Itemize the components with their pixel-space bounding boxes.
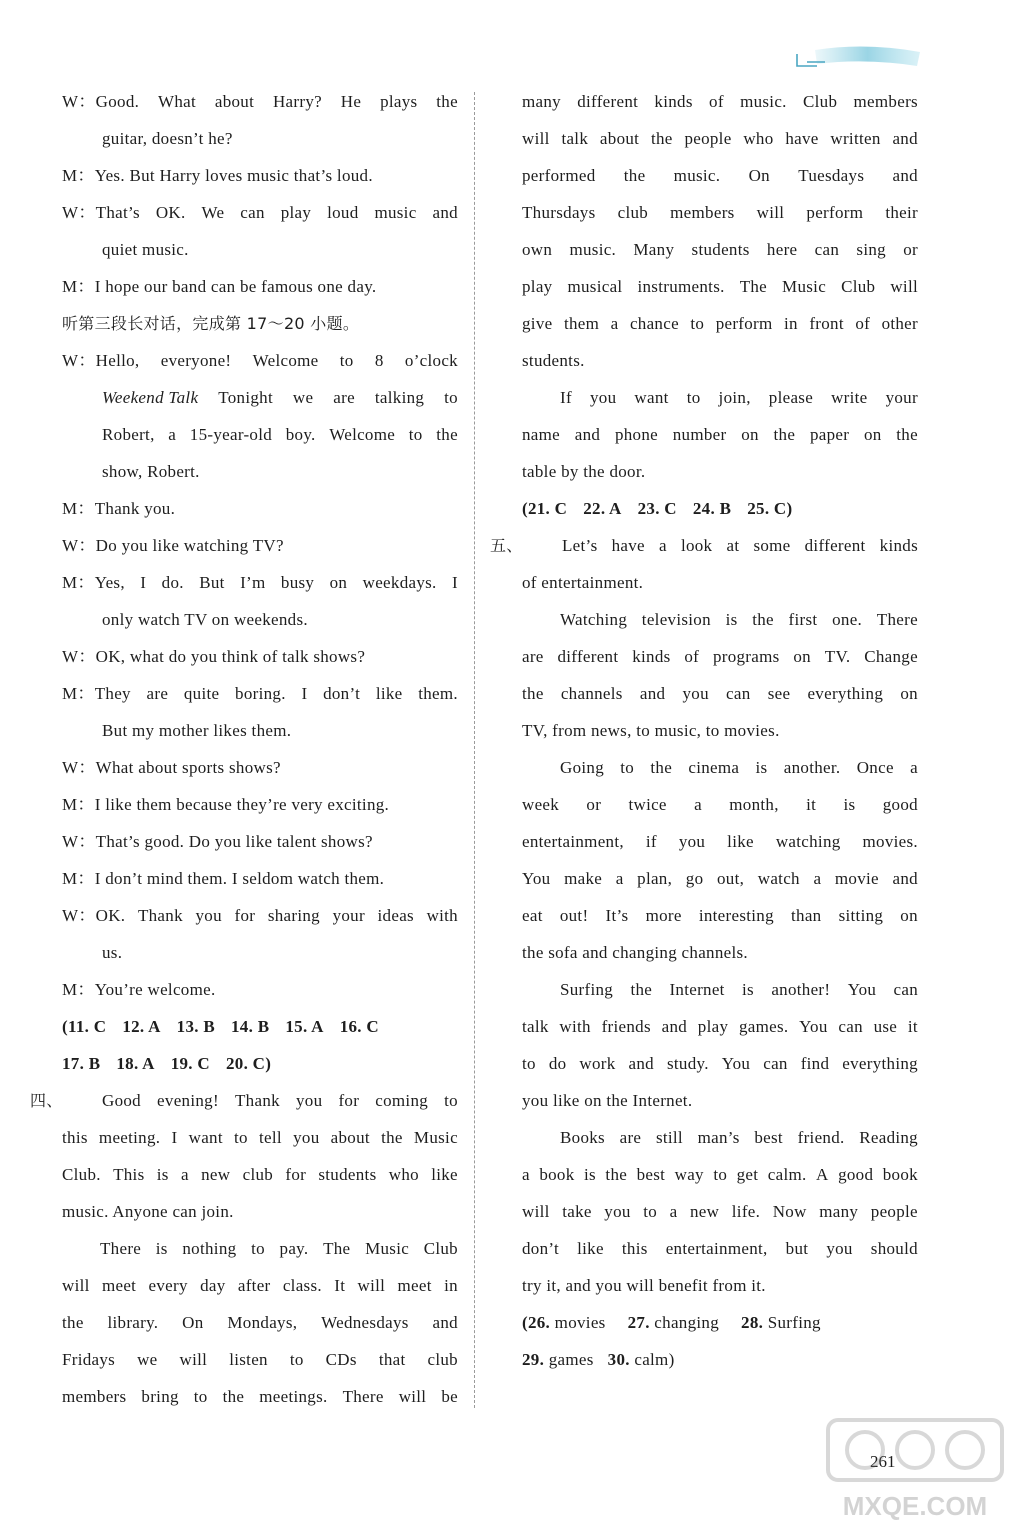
passage-line: Surfing the Internet is another! You can bbox=[560, 980, 918, 999]
text-line: Robert, a 15-year-old boy. Welcome to the bbox=[102, 425, 458, 444]
text-line: W：Hello, everyone! Welcome to 8 o’clock bbox=[62, 351, 458, 370]
answer-item: 15. A bbox=[285, 1017, 324, 1036]
answer-item: 27. changing bbox=[627, 1313, 720, 1332]
text-line: W：That’s OK. We can play loud music and bbox=[62, 203, 458, 222]
text-line: M：You’re welcome. bbox=[62, 980, 216, 999]
section-marker: 四、 bbox=[30, 1091, 63, 1110]
text-line: us. bbox=[102, 943, 123, 962]
passage-line: many different kinds of music. Club members bbox=[522, 92, 918, 111]
passage-line: table by the door. bbox=[522, 462, 646, 481]
text-line: show, Robert. bbox=[102, 462, 200, 481]
text-line: M：I like them because they’re very exciting. bbox=[62, 795, 390, 814]
text-line: M：I don’t mind them. I seldom watch them. bbox=[62, 869, 385, 888]
column-divider bbox=[474, 92, 475, 1408]
passage-line: You make a plan, go out, watch a movie and bbox=[522, 869, 918, 888]
text-line: W：OK, what do you think of talk shows? bbox=[62, 647, 366, 666]
answer-item: 14. B bbox=[231, 1017, 270, 1036]
passage-line: TV, from news, to music, to movies. bbox=[522, 721, 780, 740]
answer-item: 20. C) bbox=[225, 1054, 272, 1073]
header-decoration bbox=[795, 44, 925, 70]
passage-line: the channels and you can see everything on bbox=[522, 684, 918, 703]
text-line: M：They are quite boring. I don’t like them. bbox=[62, 684, 458, 703]
passage-line: will talk about the people who have written and bbox=[522, 129, 918, 148]
passage-line: this meeting. I want to tell you about the Music bbox=[62, 1128, 458, 1147]
text-line: M：Yes. But Harry loves music that’s loud. bbox=[62, 166, 373, 185]
passage-line: Club. This is a new club for students who like bbox=[62, 1165, 458, 1184]
passage-line: music. Anyone can join. bbox=[62, 1202, 234, 1221]
section-marker: 五、 bbox=[490, 536, 523, 555]
passage-line: talk with friends and play games. You can use it bbox=[522, 1017, 918, 1036]
text-line: guitar, doesn’t he? bbox=[102, 129, 233, 148]
answer-item: 22. A bbox=[583, 499, 622, 518]
passage-line: are different kinds of programs on TV. Change bbox=[522, 647, 918, 666]
text-line: W：Good. What about Harry? He plays the bbox=[62, 92, 458, 111]
passage-line: students. bbox=[522, 351, 585, 370]
passage-line: will meet every day after class. It will meet in bbox=[62, 1276, 458, 1295]
passage-line: performed the music. On Tuesdays and bbox=[522, 166, 918, 185]
answer-item: 12. A bbox=[122, 1017, 161, 1036]
answer-item: 28. Surfing bbox=[741, 1313, 821, 1332]
passage-line: members bring to the meetings. There will be bbox=[62, 1387, 458, 1406]
passage-line: play musical instruments. The Music Club will bbox=[522, 277, 918, 296]
passage-line: to do work and study. You can find everything bbox=[522, 1054, 918, 1073]
passage-line: try it, and you will benefit from it. bbox=[522, 1276, 766, 1295]
answer-item: 24. B bbox=[692, 499, 732, 518]
passage-line: If you want to join, please write your bbox=[560, 388, 918, 407]
answer-item: 29. games bbox=[522, 1350, 594, 1369]
passage-line: Books are still man’s best friend. Reading bbox=[560, 1128, 918, 1147]
passage-line: Watching television is the first one. There bbox=[560, 610, 918, 629]
text-line: quiet music. bbox=[102, 240, 189, 259]
passage-line: of entertainment. bbox=[522, 573, 644, 592]
passage-line: own music. Many students here can sing or bbox=[522, 240, 918, 259]
answer-item: 30. calm) bbox=[607, 1350, 675, 1369]
answer-key-line bbox=[62, 1016, 379, 1038]
passage-line: name and phone number on the paper on the bbox=[522, 425, 918, 444]
text-line: Weekend Talk Tonight we are talking to bbox=[102, 388, 458, 407]
answer-key-line bbox=[522, 1349, 675, 1371]
passage-line: don’t like this entertainment, but you should bbox=[522, 1239, 918, 1258]
text-line: But my mother likes them. bbox=[102, 721, 292, 740]
passage-line: give them a chance to perform in front of other bbox=[522, 314, 918, 333]
answer-item: 19. C bbox=[170, 1054, 210, 1073]
watermark-logo bbox=[820, 1410, 1010, 1530]
passage-line: you like on the Internet. bbox=[522, 1091, 693, 1110]
answer-key-line bbox=[522, 1312, 821, 1334]
answer-item: 13. B bbox=[176, 1017, 215, 1036]
passage-line: Let’s have a look at some different kinds bbox=[562, 536, 918, 555]
passage-line: Fridays we will listen to CDs that club bbox=[62, 1350, 458, 1369]
answer-item: (26. movies bbox=[522, 1313, 606, 1332]
text-line: M：Thank you. bbox=[62, 499, 176, 518]
text-line: M：Yes, I do. But I’m busy on weekdays. I bbox=[62, 573, 458, 592]
answer-item: (21. C bbox=[522, 499, 568, 518]
text-line: only watch TV on weekends. bbox=[102, 610, 308, 629]
passage-line: Going to the cinema is another. Once a bbox=[560, 758, 918, 777]
passage-line: the sofa and changing channels. bbox=[522, 943, 748, 962]
passage-line: There is nothing to pay. The Music Club bbox=[100, 1239, 458, 1258]
answer-item: 18. A bbox=[116, 1054, 155, 1073]
page-number: 261 bbox=[870, 1452, 896, 1471]
passage-line: Thursdays club members will perform their bbox=[522, 203, 918, 222]
text-line: W：Do you like watching TV? bbox=[62, 536, 284, 555]
passage-line: a book is the best way to get calm. A good book bbox=[522, 1165, 918, 1184]
passage-line: entertainment, if you like watching movies. bbox=[522, 832, 918, 851]
text-line: M：I hope our band can be famous one day. bbox=[62, 277, 377, 296]
text-line: W：What about sports shows? bbox=[62, 758, 281, 777]
text-line: W：That’s good. Do you like talent shows? bbox=[62, 832, 373, 851]
answer-item: 16. C bbox=[339, 1017, 379, 1036]
text-line: 听第三段长对话，完成第 17～20 小题。 bbox=[62, 314, 360, 333]
answer-item: (11. C bbox=[62, 1017, 107, 1036]
answer-item: 23. C bbox=[637, 499, 677, 518]
watermark-text: MXQE.COM bbox=[842, 1491, 988, 1521]
answer-key-line bbox=[62, 1053, 271, 1075]
passage-line: the library. On Mondays, Wednesdays and bbox=[62, 1313, 458, 1332]
passage-line: will take you to a new life. Now many people bbox=[522, 1202, 918, 1221]
answer-key-line bbox=[522, 498, 792, 520]
text-line: W：OK. Thank you for sharing your ideas with bbox=[62, 906, 458, 925]
passage-line: eat out! It’s more interesting than sitting on bbox=[522, 906, 918, 925]
answer-item: 17. B bbox=[62, 1054, 101, 1073]
passage-line: week or twice a month, it is good bbox=[522, 795, 918, 814]
answer-item: 25. C) bbox=[747, 499, 793, 518]
passage-line: Good evening! Thank you for coming to bbox=[102, 1091, 458, 1110]
